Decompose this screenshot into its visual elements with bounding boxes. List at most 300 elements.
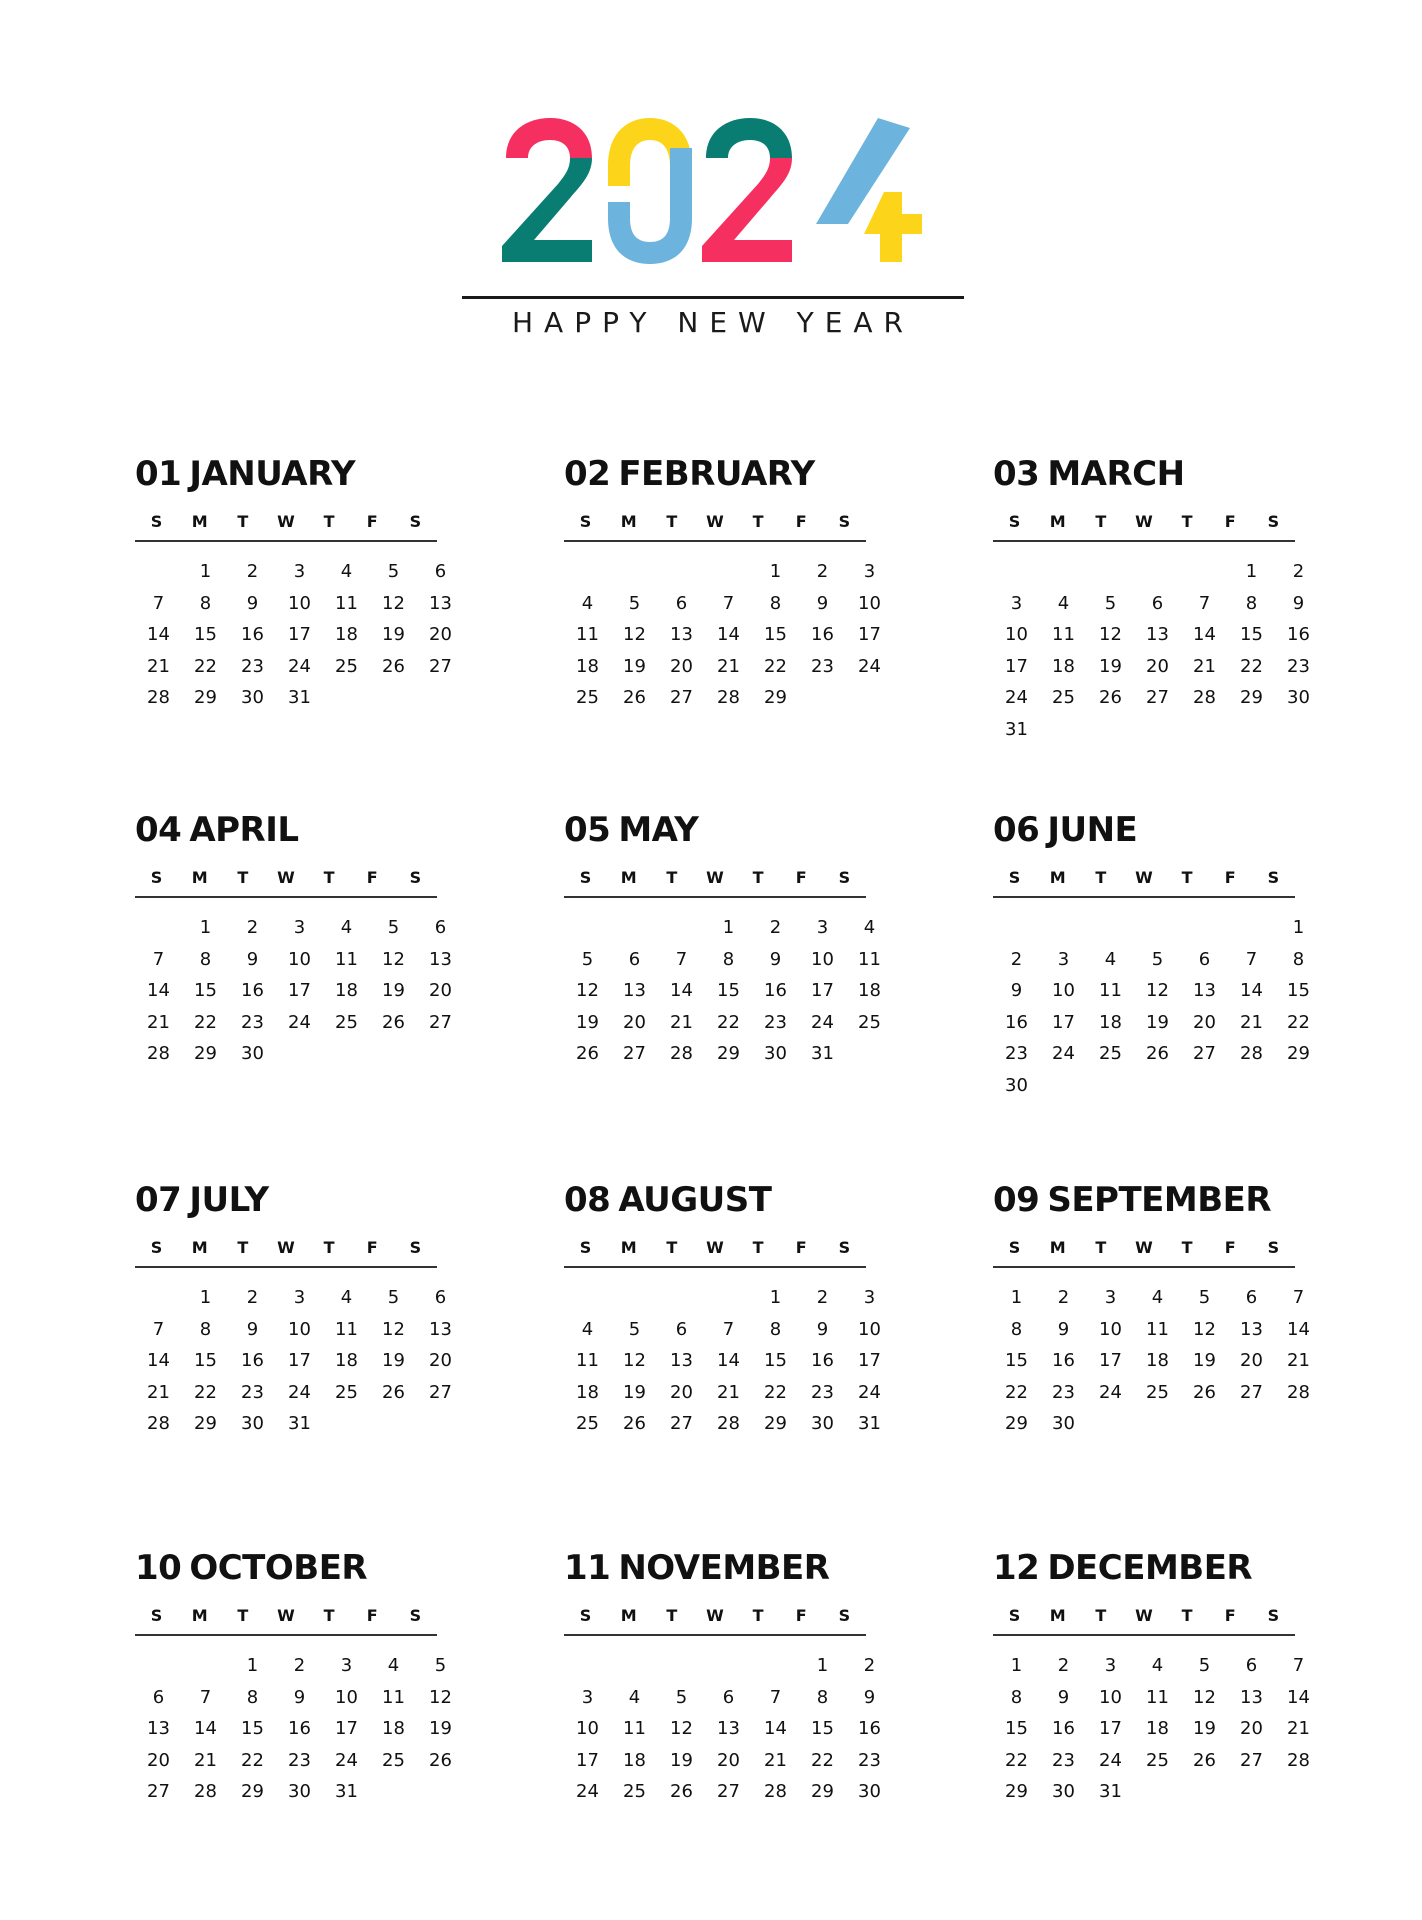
- day-cell: 17: [335, 1718, 358, 1739]
- day-cell: 8: [1010, 1686, 1023, 1708]
- weekday-label: T: [237, 1238, 249, 1257]
- day-cell: 10: [858, 1318, 881, 1340]
- day-cell: 25: [335, 1011, 358, 1033]
- day-cell: 28: [1240, 1043, 1263, 1064]
- day-cell: 8: [722, 948, 735, 970]
- weekday-label: S: [838, 868, 851, 887]
- weekday-label: T: [752, 868, 764, 887]
- day-cell: 10: [1052, 980, 1075, 1001]
- digit-4-stem: [864, 192, 922, 262]
- day-grid: [993, 912, 1310, 1101]
- day-cell: 1: [199, 1287, 212, 1308]
- day-cell: 4: [1151, 1287, 1164, 1308]
- day-cell: 26: [576, 1043, 599, 1064]
- day-cell: 1: [1010, 1287, 1023, 1308]
- day-blank: [1181, 912, 1228, 944]
- day-cell: 23: [1287, 655, 1310, 677]
- day-cell: 7: [722, 1318, 735, 1340]
- day-cell: 13: [717, 1718, 740, 1739]
- weekday-header: [564, 1236, 866, 1268]
- month-name: APRIL: [189, 810, 299, 850]
- day-cell: 4: [340, 561, 353, 582]
- day-cell: 6: [1245, 1287, 1258, 1308]
- day-cell: 23: [241, 1011, 264, 1033]
- day-cell: 28: [1193, 687, 1216, 708]
- day-cell: 17: [1005, 655, 1028, 677]
- day-cell: 23: [1052, 1381, 1075, 1403]
- day-blank: [658, 1650, 705, 1682]
- weekday-header: [993, 866, 1295, 898]
- weekday-label: S: [409, 1606, 422, 1625]
- day-cell: 27: [670, 1413, 693, 1434]
- day-cell: 19: [429, 1718, 452, 1739]
- day-cell: 13: [1193, 980, 1216, 1001]
- day-cell: 25: [382, 1749, 405, 1771]
- day-cell: 15: [811, 1718, 834, 1739]
- weekday-label: M: [191, 1238, 208, 1257]
- day-cell: 16: [811, 1350, 834, 1371]
- day-grid: [135, 912, 452, 1070]
- weekday-label: T: [1095, 868, 1107, 887]
- day-cell: 20: [717, 1749, 740, 1771]
- day-cell: 18: [1052, 655, 1075, 677]
- day-cell: 20: [147, 1749, 170, 1771]
- weekday-label: S: [838, 1606, 851, 1625]
- day-cell: 1: [722, 917, 735, 938]
- day-cell: 4: [863, 917, 876, 938]
- weekday-label: T: [237, 1606, 249, 1625]
- day-cell: 15: [1005, 1718, 1028, 1739]
- day-cell: 3: [293, 561, 306, 582]
- day-cell: 10: [1099, 1686, 1122, 1708]
- day-blank: [182, 1650, 229, 1682]
- day-cell: 4: [387, 1655, 400, 1676]
- month-march: [993, 452, 1310, 745]
- day-cell: 25: [1146, 1749, 1169, 1771]
- day-cell: 27: [717, 1781, 740, 1802]
- weekday-label: T: [323, 1238, 335, 1257]
- weekday-label: T: [323, 868, 335, 887]
- day-cell: 31: [1099, 1781, 1122, 1802]
- day-cell: 30: [241, 1043, 264, 1064]
- day-cell: 28: [1287, 1381, 1310, 1403]
- day-cell: 1: [246, 1655, 259, 1676]
- day-blank: [1087, 912, 1134, 944]
- month-name: FEBRUARY: [618, 454, 815, 494]
- day-cell: 30: [241, 1413, 264, 1434]
- weekday-label: W: [277, 1606, 295, 1625]
- day-cell: 19: [623, 1381, 646, 1403]
- day-cell: 5: [628, 592, 641, 614]
- day-cell: 14: [1240, 980, 1263, 1001]
- day-cell: 13: [1240, 1318, 1263, 1340]
- day-cell: 28: [194, 1781, 217, 1802]
- month-title: [135, 808, 445, 852]
- weekday-header: [135, 510, 437, 542]
- day-cell: 16: [1052, 1350, 1075, 1371]
- day-grid: [564, 912, 881, 1070]
- day-cell: 13: [623, 980, 646, 1001]
- day-cell: 18: [335, 1350, 358, 1371]
- day-blank: [705, 1650, 752, 1682]
- day-cell: 31: [858, 1413, 881, 1434]
- month-number: 05: [564, 810, 611, 850]
- day-cell: 22: [811, 1749, 834, 1771]
- day-cell: 31: [288, 1413, 311, 1434]
- day-cell: 25: [858, 1011, 881, 1033]
- digit-2-body: [502, 158, 592, 262]
- month-title: [135, 1178, 445, 1222]
- day-cell: 3: [581, 1686, 594, 1708]
- weekday-label: T: [1181, 512, 1193, 531]
- day-blank: [611, 556, 658, 588]
- month-title: [993, 1546, 1303, 1590]
- day-cell: 3: [293, 917, 306, 938]
- weekday-label: M: [191, 868, 208, 887]
- day-grid: [564, 1650, 881, 1808]
- day-cell: 2: [1057, 1655, 1070, 1676]
- weekday-label: T: [1181, 1238, 1193, 1257]
- day-cell: 18: [576, 655, 599, 677]
- day-cell: 15: [717, 980, 740, 1001]
- day-cell: 23: [858, 1749, 881, 1771]
- day-cell: 11: [1052, 624, 1075, 645]
- day-cell: 12: [1193, 1686, 1216, 1708]
- day-cell: 7: [152, 1318, 165, 1340]
- day-cell: 28: [147, 687, 170, 708]
- day-cell: 17: [1052, 1011, 1075, 1033]
- day-cell: 4: [340, 1287, 353, 1308]
- day-blank: [564, 912, 611, 944]
- day-cell: 30: [811, 1413, 834, 1434]
- day-cell: 3: [1010, 592, 1023, 614]
- weekday-label: F: [1224, 512, 1236, 531]
- day-blank: [993, 912, 1040, 944]
- day-cell: 12: [1146, 980, 1169, 1001]
- weekday-label: M: [620, 512, 637, 531]
- day-blank: [564, 1650, 611, 1682]
- day-cell: 25: [576, 687, 599, 708]
- day-cell: 28: [1287, 1749, 1310, 1771]
- weekday-label: W: [277, 1238, 295, 1257]
- day-cell: 8: [816, 1686, 829, 1708]
- day-cell: 11: [576, 624, 599, 645]
- day-cell: 20: [429, 624, 452, 645]
- weekday-label: W: [706, 1606, 724, 1625]
- day-cell: 2: [816, 561, 829, 582]
- day-cell: 20: [1193, 1011, 1216, 1033]
- day-cell: 24: [576, 1781, 599, 1802]
- day-cell: 17: [288, 980, 311, 1001]
- day-cell: 16: [764, 980, 787, 1001]
- day-blank: [658, 912, 705, 944]
- weekday-label: S: [838, 1238, 851, 1257]
- day-cell: 4: [581, 1318, 594, 1340]
- day-cell: 26: [1193, 1381, 1216, 1403]
- day-cell: 23: [811, 655, 834, 677]
- day-blank: [611, 1282, 658, 1314]
- day-cell: 19: [670, 1749, 693, 1771]
- month-title: [135, 1546, 445, 1590]
- month-name: JANUARY: [189, 454, 356, 494]
- day-cell: 18: [335, 980, 358, 1001]
- month-name: DECEMBER: [1047, 1548, 1253, 1588]
- day-cell: 14: [717, 1350, 740, 1371]
- day-cell: 22: [764, 655, 787, 677]
- day-cell: 8: [246, 1686, 259, 1708]
- weekday-label: F: [795, 512, 807, 531]
- weekday-label: T: [1095, 1238, 1107, 1257]
- day-cell: 11: [623, 1718, 646, 1739]
- day-cell: 16: [811, 624, 834, 645]
- day-cell: 21: [147, 1381, 170, 1403]
- day-cell: 5: [1104, 592, 1117, 614]
- day-blank: [135, 912, 182, 944]
- month-name: OCTOBER: [189, 1548, 368, 1588]
- weekday-header: [993, 510, 1295, 542]
- weekday-label: M: [191, 512, 208, 531]
- day-cell: 20: [623, 1011, 646, 1033]
- day-cell: 20: [1240, 1350, 1263, 1371]
- day-cell: 13: [429, 592, 452, 614]
- day-cell: 20: [429, 1350, 452, 1371]
- day-cell: 23: [764, 1011, 787, 1033]
- weekday-label: F: [795, 868, 807, 887]
- weekday-label: F: [366, 1606, 378, 1625]
- day-cell: 5: [387, 1287, 400, 1308]
- day-cell: 26: [670, 1781, 693, 1802]
- day-cell: 18: [1099, 1011, 1122, 1033]
- tagline: HAPPY NEW YEAR: [512, 306, 914, 339]
- month-september: [993, 1178, 1310, 1440]
- day-cell: 3: [863, 1287, 876, 1308]
- day-cell: 8: [769, 592, 782, 614]
- day-cell: 22: [194, 1011, 217, 1033]
- day-cell: 30: [288, 1781, 311, 1802]
- day-cell: 3: [1104, 1655, 1117, 1676]
- month-august: [564, 1178, 881, 1440]
- weekday-label: M: [620, 1238, 637, 1257]
- day-cell: 15: [764, 1350, 787, 1371]
- day-cell: 11: [858, 948, 881, 970]
- day-cell: 18: [335, 624, 358, 645]
- day-blank: [1040, 556, 1087, 588]
- day-cell: 25: [576, 1413, 599, 1434]
- day-cell: 19: [1146, 1011, 1169, 1033]
- day-cell: 29: [764, 1413, 787, 1434]
- month-number: 02: [564, 454, 611, 494]
- day-cell: 9: [1010, 980, 1023, 1001]
- day-cell: 5: [387, 561, 400, 582]
- weekday-label: S: [1267, 1238, 1280, 1257]
- day-blank: [564, 556, 611, 588]
- day-blank: [1040, 912, 1087, 944]
- day-cell: 14: [1287, 1686, 1310, 1708]
- day-cell: 31: [1005, 718, 1028, 740]
- day-cell: 11: [335, 948, 358, 970]
- weekday-label: S: [579, 1238, 592, 1257]
- day-cell: 12: [1099, 624, 1122, 645]
- day-cell: 27: [1240, 1749, 1263, 1771]
- day-cell: 2: [1010, 948, 1023, 970]
- weekday-label: T: [666, 1238, 678, 1257]
- day-cell: 9: [816, 1318, 829, 1340]
- day-cell: 16: [241, 1350, 264, 1371]
- weekday-label: F: [795, 1238, 807, 1257]
- day-cell: 28: [717, 687, 740, 708]
- weekday-header: [135, 1236, 437, 1268]
- month-number: 09: [993, 1180, 1040, 1220]
- weekday-header: [564, 1604, 866, 1636]
- day-blank: [1181, 556, 1228, 588]
- day-cell: 17: [858, 1350, 881, 1371]
- day-cell: 5: [387, 917, 400, 938]
- day-cell: 24: [288, 1381, 311, 1403]
- day-cell: 11: [335, 592, 358, 614]
- day-grid: [135, 1650, 452, 1808]
- weekday-label: M: [620, 1606, 637, 1625]
- day-cell: 30: [764, 1043, 787, 1064]
- month-january: [135, 452, 452, 714]
- year-logo: [0, 0, 1422, 360]
- day-cell: 15: [194, 1350, 217, 1371]
- day-cell: 23: [241, 1381, 264, 1403]
- day-cell: 8: [1292, 948, 1305, 970]
- day-cell: 14: [1287, 1318, 1310, 1340]
- day-cell: 25: [335, 655, 358, 677]
- day-cell: 18: [623, 1749, 646, 1771]
- day-cell: 24: [811, 1011, 834, 1033]
- day-cell: 8: [199, 1318, 212, 1340]
- day-cell: 21: [1287, 1718, 1310, 1739]
- month-may: [564, 808, 881, 1070]
- day-cell: 12: [623, 624, 646, 645]
- day-cell: 15: [1005, 1350, 1028, 1371]
- day-cell: 7: [722, 592, 735, 614]
- weekday-label: T: [323, 512, 335, 531]
- day-cell: 16: [241, 980, 264, 1001]
- day-cell: 2: [769, 917, 782, 938]
- day-cell: 24: [858, 1381, 881, 1403]
- weekday-label: S: [150, 512, 163, 531]
- day-cell: 11: [335, 1318, 358, 1340]
- month-title: [993, 808, 1303, 852]
- day-cell: 24: [288, 1011, 311, 1033]
- day-cell: 24: [335, 1749, 358, 1771]
- weekday-header: [135, 866, 437, 898]
- day-blank: [752, 1650, 799, 1682]
- day-cell: 23: [811, 1381, 834, 1403]
- day-cell: 7: [1292, 1655, 1305, 1676]
- month-number: 03: [993, 454, 1040, 494]
- day-cell: 10: [576, 1718, 599, 1739]
- day-cell: 14: [764, 1718, 787, 1739]
- day-cell: 3: [816, 917, 829, 938]
- weekday-label: S: [1008, 1238, 1021, 1257]
- day-cell: 6: [434, 917, 447, 938]
- day-cell: 9: [246, 1318, 259, 1340]
- day-cell: 10: [335, 1686, 358, 1708]
- weekday-label: T: [752, 1238, 764, 1257]
- day-blank: [705, 556, 752, 588]
- day-cell: 29: [241, 1781, 264, 1802]
- day-cell: 16: [858, 1718, 881, 1739]
- day-cell: 9: [293, 1686, 306, 1708]
- day-cell: 2: [246, 1287, 259, 1308]
- weekday-label: W: [1135, 1606, 1153, 1625]
- day-cell: 29: [1240, 687, 1263, 708]
- digit-2-top: [506, 118, 592, 158]
- day-cell: 5: [581, 948, 594, 970]
- day-cell: 2: [816, 1287, 829, 1308]
- day-cell: 29: [764, 687, 787, 708]
- day-cell: 22: [194, 1381, 217, 1403]
- day-cell: 31: [811, 1043, 834, 1064]
- day-cell: 26: [623, 1413, 646, 1434]
- day-cell: 9: [1292, 592, 1305, 614]
- day-cell: 21: [717, 1381, 740, 1403]
- day-cell: 10: [811, 948, 834, 970]
- weekday-label: S: [1008, 868, 1021, 887]
- day-cell: 23: [1005, 1043, 1028, 1064]
- weekday-label: W: [1135, 512, 1153, 531]
- day-cell: 29: [194, 687, 217, 708]
- month-number: 08: [564, 1180, 611, 1220]
- day-cell: 11: [1146, 1318, 1169, 1340]
- day-cell: 27: [623, 1043, 646, 1064]
- weekday-label: T: [1181, 868, 1193, 887]
- day-cell: 14: [147, 1350, 170, 1371]
- day-cell: 4: [628, 1686, 641, 1708]
- day-cell: 3: [1104, 1287, 1117, 1308]
- day-grid: [564, 1282, 881, 1440]
- day-cell: 9: [246, 592, 259, 614]
- weekday-label: F: [1224, 1238, 1236, 1257]
- weekday-label: S: [409, 1238, 422, 1257]
- day-cell: 6: [434, 1287, 447, 1308]
- day-cell: 21: [147, 1011, 170, 1033]
- month-number: 01: [135, 454, 182, 494]
- weekday-header: [993, 1236, 1295, 1268]
- day-blank: [1228, 912, 1275, 944]
- day-cell: 18: [1146, 1350, 1169, 1371]
- day-cell: 13: [429, 1318, 452, 1340]
- day-cell: 6: [628, 948, 641, 970]
- day-cell: 27: [670, 687, 693, 708]
- day-blank: [135, 1282, 182, 1314]
- day-cell: 1: [199, 561, 212, 582]
- day-cell: 12: [1193, 1318, 1216, 1340]
- month-number: 12: [993, 1548, 1040, 1588]
- day-cell: 25: [623, 1781, 646, 1802]
- day-cell: 29: [717, 1043, 740, 1064]
- day-cell: 8: [769, 1318, 782, 1340]
- day-cell: 26: [429, 1749, 452, 1771]
- day-cell: 24: [1099, 1749, 1122, 1771]
- weekday-label: M: [620, 868, 637, 887]
- weekday-label: W: [706, 868, 724, 887]
- day-cell: 17: [288, 1350, 311, 1371]
- day-cell: 26: [382, 1011, 405, 1033]
- day-blank: [1134, 556, 1181, 588]
- month-title: [564, 808, 874, 852]
- day-cell: 27: [1240, 1381, 1263, 1403]
- day-cell: 4: [1151, 1655, 1164, 1676]
- day-cell: 10: [288, 1318, 311, 1340]
- logo-divider: [462, 296, 964, 299]
- day-cell: 28: [670, 1043, 693, 1064]
- weekday-label: F: [1224, 868, 1236, 887]
